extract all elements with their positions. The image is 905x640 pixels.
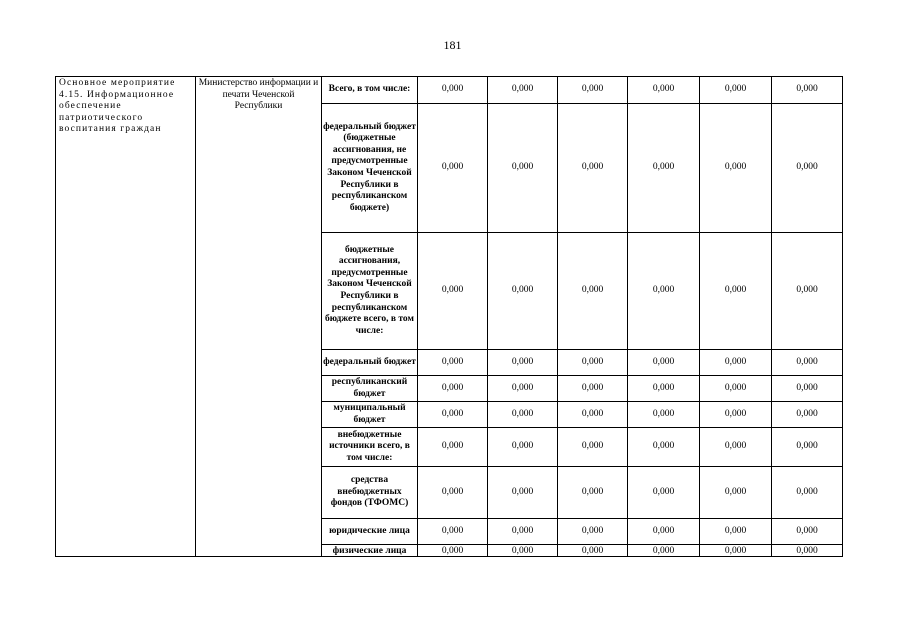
value-cell: 0,000 — [772, 545, 843, 557]
value-cell: 0,000 — [772, 77, 843, 104]
value-cell: 0,000 — [558, 428, 628, 467]
value-cell: 0,000 — [418, 402, 488, 428]
value-cell: 0,000 — [772, 350, 843, 376]
value-cell: 0,000 — [488, 104, 558, 233]
value-cell: 0,000 — [488, 350, 558, 376]
value-cell: 0,000 — [772, 428, 843, 467]
value-cell: 0,000 — [628, 467, 700, 519]
value-cell: 0,000 — [488, 77, 558, 104]
source-label: федеральный бюджет — [322, 350, 418, 376]
source-label: Всего, в том числе: — [322, 77, 418, 104]
value-cell: 0,000 — [418, 77, 488, 104]
source-label: муниципальный бюджет — [322, 402, 418, 428]
value-cell: 0,000 — [558, 350, 628, 376]
value-cell: 0,000 — [700, 428, 772, 467]
source-label: средства внебюджетных фондов (ТФОМС) — [322, 467, 418, 519]
value-cell: 0,000 — [558, 376, 628, 402]
value-cell: 0,000 — [628, 428, 700, 467]
value-cell: 0,000 — [700, 467, 772, 519]
value-cell: 0,000 — [418, 376, 488, 402]
value-cell: 0,000 — [488, 519, 558, 545]
source-label: федеральный бюджет (бюджетные ассигнования, не предусмотренные Законом Чеченской Республики в республиканском бюджете) — [322, 104, 418, 233]
value-cell: 0,000 — [558, 467, 628, 519]
value-cell: 0,000 — [628, 545, 700, 557]
table-row — [56, 77, 843, 104]
value-cell: 0,000 — [700, 77, 772, 104]
value-cell: 0,000 — [628, 104, 700, 233]
value-cell: 0,000 — [488, 233, 558, 350]
source-label: внебюджетные источники всего, в том числе: — [322, 428, 418, 467]
value-cell: 0,000 — [558, 402, 628, 428]
value-cell: 0,000 — [772, 376, 843, 402]
value-cell: 0,000 — [418, 104, 488, 233]
ministry-cell: Министерство информации и печати Чеченской Республики — [196, 77, 322, 557]
source-label: бюджетные ассигнования, предусмотренные Законом Чеченской Республики в республиканском бюджете всего, в том числе: — [322, 233, 418, 350]
source-label: республиканский бюджет — [322, 376, 418, 402]
value-cell: 0,000 — [628, 376, 700, 402]
value-cell: 0,000 — [418, 467, 488, 519]
activity-cell: Основное мероприятие 4.15. Информационное обеспечение патриотического воспитания граждан — [56, 77, 196, 557]
value-cell: 0,000 — [772, 519, 843, 545]
budget-table — [55, 76, 843, 557]
value-cell: 0,000 — [628, 350, 700, 376]
value-cell: 0,000 — [488, 467, 558, 519]
source-label: физические лица — [322, 545, 418, 557]
value-cell: 0,000 — [700, 104, 772, 233]
value-cell: 0,000 — [628, 402, 700, 428]
value-cell: 0,000 — [558, 545, 628, 557]
value-cell: 0,000 — [558, 233, 628, 350]
value-cell: 0,000 — [700, 545, 772, 557]
value-cell: 0,000 — [628, 233, 700, 350]
value-cell: 0,000 — [418, 428, 488, 467]
value-cell: 0,000 — [700, 376, 772, 402]
value-cell: 0,000 — [700, 350, 772, 376]
source-label: юридические лица — [322, 519, 418, 545]
value-cell: 0,000 — [700, 233, 772, 350]
value-cell: 0,000 — [418, 519, 488, 545]
page-number: 181 — [443, 38, 462, 52]
value-cell: 0,000 — [488, 545, 558, 557]
value-cell: 0,000 — [488, 428, 558, 467]
value-cell: 0,000 — [772, 402, 843, 428]
value-cell: 0,000 — [772, 104, 843, 233]
value-cell: 0,000 — [558, 77, 628, 104]
value-cell: 0,000 — [418, 233, 488, 350]
value-cell: 0,000 — [418, 545, 488, 557]
value-cell: 0,000 — [488, 376, 558, 402]
value-cell: 0,000 — [772, 467, 843, 519]
value-cell: 0,000 — [418, 350, 488, 376]
value-cell: 0,000 — [628, 519, 700, 545]
value-cell: 0,000 — [488, 402, 558, 428]
value-cell: 0,000 — [558, 104, 628, 233]
value-cell: 0,000 — [700, 402, 772, 428]
value-cell: 0,000 — [772, 233, 843, 350]
value-cell: 0,000 — [558, 519, 628, 545]
value-cell: 0,000 — [700, 519, 772, 545]
value-cell: 0,000 — [628, 77, 700, 104]
